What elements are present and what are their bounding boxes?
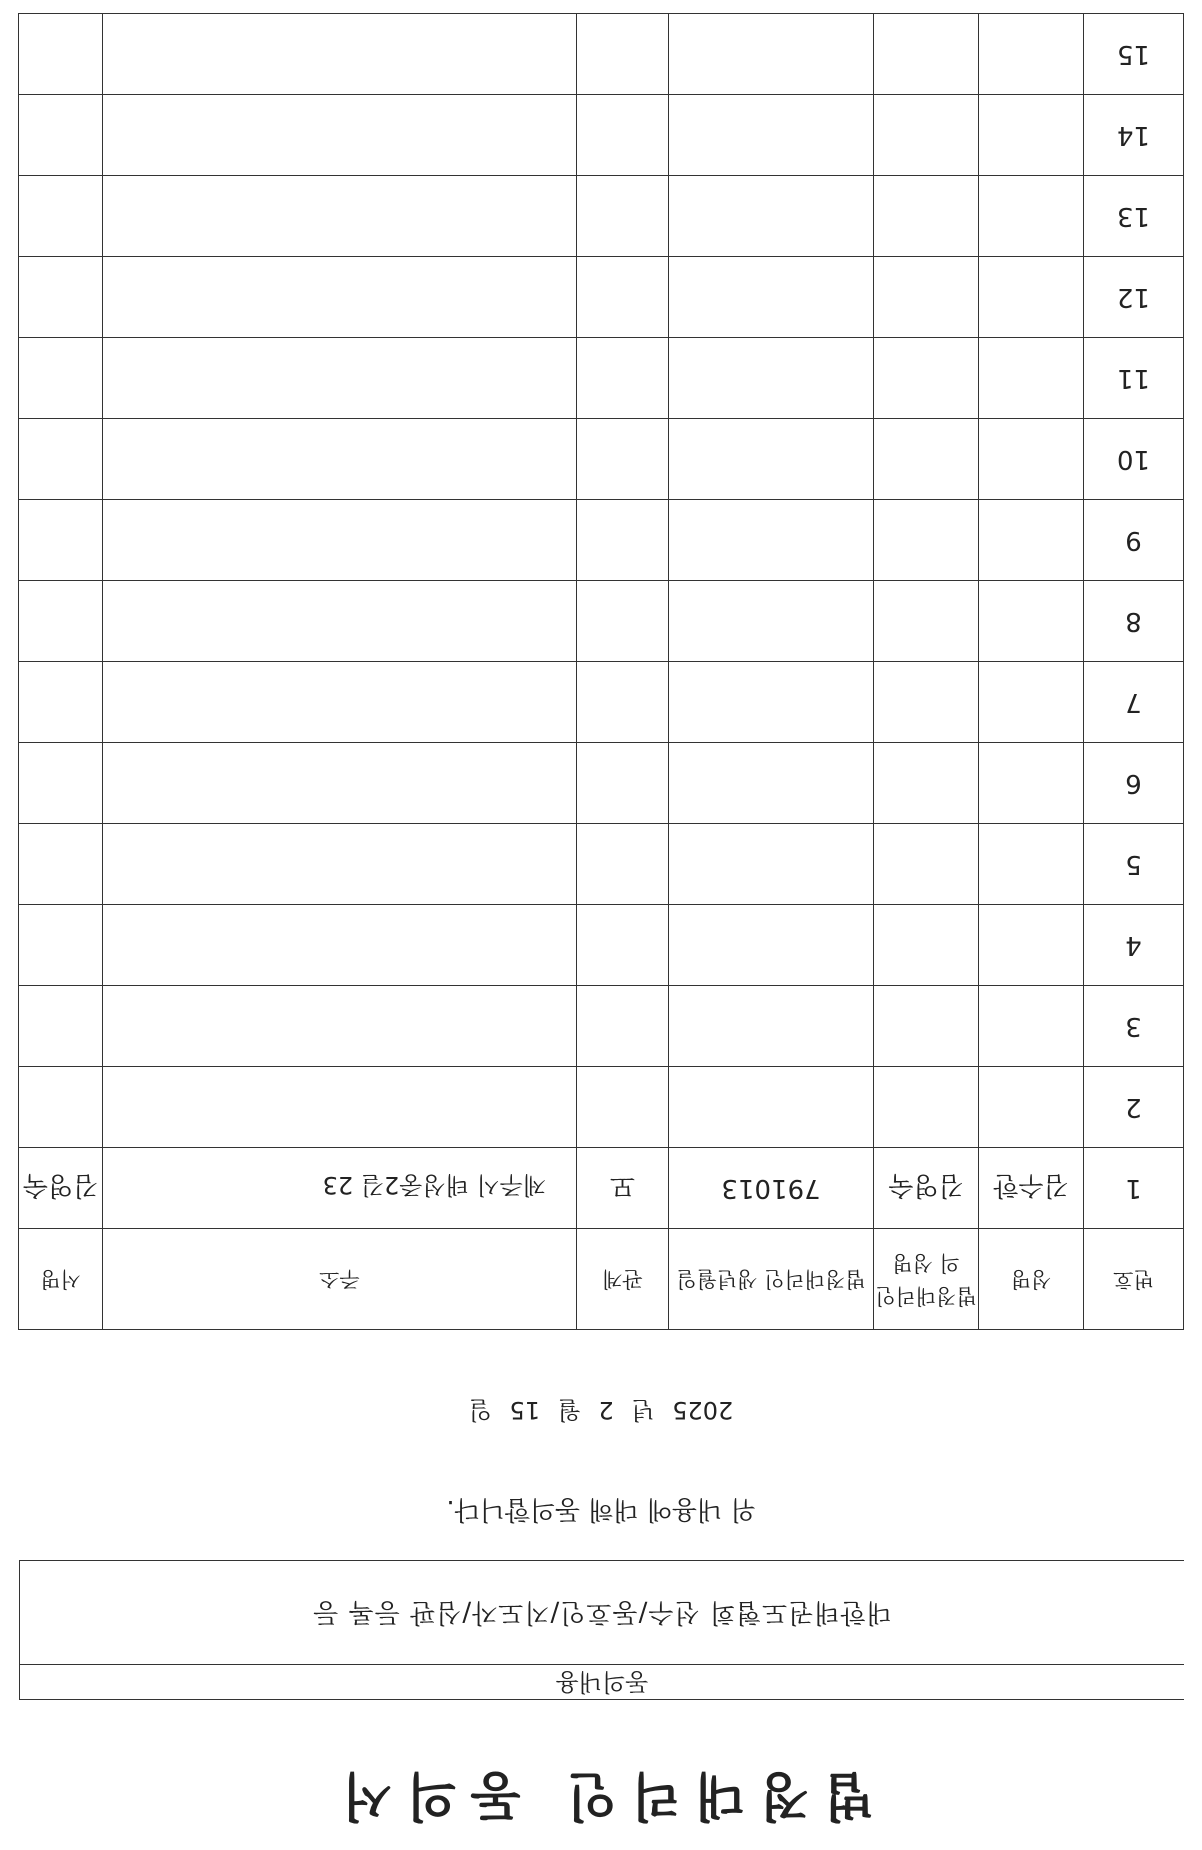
- cell-relation: [577, 257, 669, 338]
- cell-no: 3: [1084, 986, 1184, 1067]
- cell-guardian-name: [874, 419, 979, 500]
- table-row: [19, 338, 1184, 419]
- table-row: [19, 257, 1184, 338]
- cell-name: [979, 581, 1084, 662]
- cell-no: 13: [1084, 176, 1184, 257]
- table-row: [19, 95, 1184, 176]
- cell-signature: [19, 176, 103, 257]
- table-row: [19, 500, 1184, 581]
- cell-guardian-name: [874, 824, 979, 905]
- cell-address: [103, 95, 577, 176]
- cell-relation: [577, 95, 669, 176]
- cell-guardian-name: [874, 338, 979, 419]
- header-no: 번호: [1084, 1229, 1184, 1330]
- table-row: [19, 14, 1184, 95]
- cell-relation: [577, 824, 669, 905]
- cell-no: 2: [1084, 1067, 1184, 1148]
- cell-guardian-name: [874, 905, 979, 986]
- cell-relation: [577, 905, 669, 986]
- cell-address: 제주시 태성중2길 23: [103, 1148, 577, 1229]
- consent-box: [19, 1560, 1184, 1700]
- cell-signature: [19, 500, 103, 581]
- cell-signature: [19, 338, 103, 419]
- cell-no: 12: [1084, 257, 1184, 338]
- cell-no: 11: [1084, 338, 1184, 419]
- cell-name: [979, 662, 1084, 743]
- cell-guardian-name: [874, 986, 979, 1067]
- cell-guardian-birth: 791013: [669, 1148, 874, 1229]
- cell-no: 4: [1084, 905, 1184, 986]
- cell-no: 8: [1084, 581, 1184, 662]
- cell-address: [103, 824, 577, 905]
- cell-guardian-birth: [669, 1067, 874, 1148]
- cell-signature: [19, 257, 103, 338]
- table-row: [19, 1148, 1184, 1229]
- cell-signature: [19, 1067, 103, 1148]
- table-row: [19, 1067, 1184, 1148]
- cell-address: [103, 986, 577, 1067]
- cell-name: [979, 743, 1084, 824]
- consent-text: 대한태권도협회 선수/동호인/지도자/심판 등록 등: [312, 1597, 892, 1627]
- cell-no: 6: [1084, 743, 1184, 824]
- cell-guardian-name: [874, 581, 979, 662]
- table-row: [19, 824, 1184, 905]
- cell-relation: [577, 662, 669, 743]
- cell-relation: [577, 581, 669, 662]
- cell-signature: [19, 581, 103, 662]
- cell-name: [979, 419, 1084, 500]
- header-guardian-birth: 법정대리인 생년월일: [669, 1229, 874, 1330]
- cell-relation: [577, 419, 669, 500]
- cell-address: [103, 419, 577, 500]
- cell-address: [103, 581, 577, 662]
- cell-signature: [19, 14, 103, 95]
- table-row: [19, 986, 1184, 1067]
- cell-relation: [577, 176, 669, 257]
- cell-name: [979, 905, 1084, 986]
- cell-signature: [19, 905, 103, 986]
- cell-name: [979, 338, 1084, 419]
- table-row: [19, 581, 1184, 662]
- table-body: [19, 14, 1184, 1229]
- cell-no: 14: [1084, 95, 1184, 176]
- cell-signature: [19, 824, 103, 905]
- cell-name: [979, 500, 1084, 581]
- cell-relation: [577, 338, 669, 419]
- cell-guardian-name: [874, 743, 979, 824]
- cell-guardian-name: [874, 14, 979, 95]
- cell-name: [979, 176, 1084, 257]
- cell-guardian-name: [874, 1067, 979, 1148]
- header-signature: 서명: [19, 1229, 103, 1330]
- cell-relation: [577, 500, 669, 581]
- cell-guardian-name: [874, 500, 979, 581]
- cell-signature: [19, 95, 103, 176]
- table-row: [19, 419, 1184, 500]
- cell-no: 9: [1084, 500, 1184, 581]
- cell-signature: 김영숙: [19, 1148, 103, 1229]
- cell-address: [103, 743, 577, 824]
- cell-relation: [577, 986, 669, 1067]
- cell-guardian-birth: [669, 743, 874, 824]
- cell-signature: [19, 743, 103, 824]
- cell-signature: [19, 662, 103, 743]
- cell-name: [979, 95, 1084, 176]
- cell-relation: 모: [577, 1148, 669, 1229]
- cell-guardian-birth: [669, 986, 874, 1067]
- cell-guardian-birth: [669, 338, 874, 419]
- header-relation: 관계: [577, 1229, 669, 1330]
- header-address: 주소: [103, 1229, 577, 1330]
- header-guardian-name: 법정대리인 의 성명: [874, 1229, 979, 1330]
- cell-no: 15: [1084, 14, 1184, 95]
- cell-guardian-birth: [669, 419, 874, 500]
- cell-guardian-name: [874, 257, 979, 338]
- cell-guardian-birth: [669, 500, 874, 581]
- cell-relation: [577, 1067, 669, 1148]
- cell-signature: [19, 419, 103, 500]
- cell-guardian-birth: [669, 14, 874, 95]
- agreement-statement: 위 내용에 대해 동의합니다.: [446, 1494, 756, 1524]
- cell-address: [103, 14, 577, 95]
- cell-guardian-birth: [669, 662, 874, 743]
- table-row: [19, 662, 1184, 743]
- header-name: 성명: [979, 1229, 1084, 1330]
- document-title: 법정대리인 동의서: [328, 1765, 874, 1825]
- cell-name: [979, 824, 1084, 905]
- cell-name: 김수한: [979, 1148, 1084, 1229]
- cell-guardian-name: [874, 662, 979, 743]
- consent-heading: 동의내용: [20, 1664, 1184, 1699]
- cell-guardian-birth: [669, 581, 874, 662]
- cell-relation: [577, 743, 669, 824]
- cell-no: 10: [1084, 419, 1184, 500]
- cell-no: 1: [1084, 1148, 1184, 1229]
- cell-no: 7: [1084, 662, 1184, 743]
- guardian-table: [18, 13, 1184, 1330]
- table-header-row: [19, 1229, 1184, 1330]
- table-row: [19, 743, 1184, 824]
- cell-guardian-birth: [669, 95, 874, 176]
- cell-address: [103, 662, 577, 743]
- cell-address: [103, 176, 577, 257]
- cell-no: 5: [1084, 824, 1184, 905]
- cell-guardian-birth: [669, 257, 874, 338]
- cell-address: [103, 338, 577, 419]
- cell-guardian-birth: [669, 824, 874, 905]
- cell-address: [103, 1067, 577, 1148]
- cell-signature: [19, 986, 103, 1067]
- cell-name: [979, 257, 1084, 338]
- cell-address: [103, 905, 577, 986]
- cell-relation: [577, 14, 669, 95]
- cell-name: [979, 14, 1084, 95]
- cell-name: [979, 1067, 1084, 1148]
- cell-guardian-birth: [669, 176, 874, 257]
- cell-guardian-birth: [669, 905, 874, 986]
- cell-guardian-name: 김영숙: [874, 1148, 979, 1229]
- cell-address: [103, 257, 577, 338]
- signing-date: 2025 년 2 월 15 일: [468, 1396, 734, 1424]
- table-row: [19, 905, 1184, 986]
- cell-name: [979, 986, 1084, 1067]
- cell-address: [103, 500, 577, 581]
- cell-guardian-name: [874, 176, 979, 257]
- cell-guardian-name: [874, 95, 979, 176]
- table-row: [19, 176, 1184, 257]
